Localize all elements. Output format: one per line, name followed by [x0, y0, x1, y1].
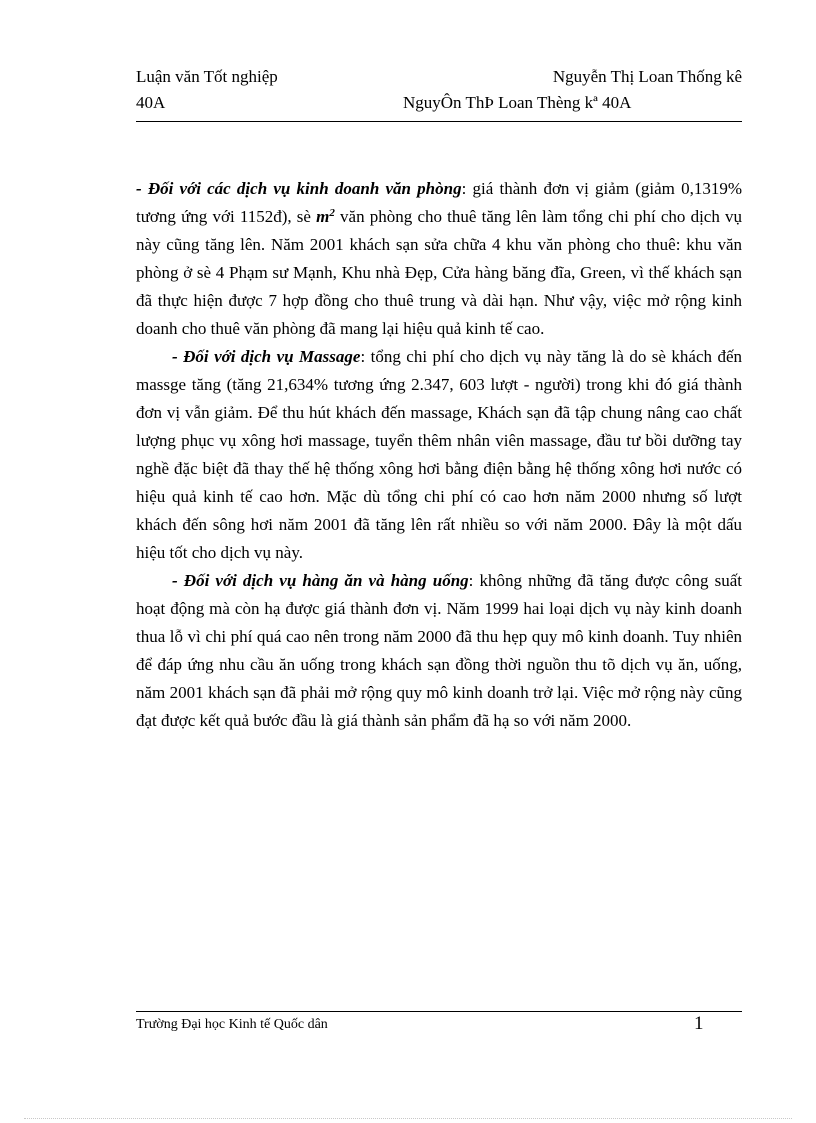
paragraph-text: : không những đã tăng được công suất hoạt động mà còn hạ được giá thành đơn vị. Năm 1999 hai loại dịch vụ này kinh doanh thua lỗ vì chi phí quá cao nên trong năm 2000 đã thu hẹp quy mô kinh doanh. Tuy nhiên để đáp ứng nhu cầu ăn uống trong khách sạn đồng thời nguồn thu tõ dịch vụ ăn, uống, năm 2001 khách sạn đã phải mở rộng quy mô kinh doanh trở lại. Việc mở rộng này cũng đạt được kết quả bước đầu là giá thành sản phẩm đã hạ so với năm 2000.: [136, 571, 742, 730]
header-row-2: [136, 90, 742, 116]
paragraph-massage-services: [136, 343, 742, 567]
unit-symbol: m: [316, 207, 330, 226]
paragraph-text: văn phòng cho thuê tăng lên làm tổng chi phí cho dịch vụ này cũng tăng lên. Năm 2001 khách sạn sửa chữa 4 khu văn phòng cho thuê: khu văn phòng ở sè 4 Phạm sư Mạnh, Khu nhà Đẹp, Cửa hàng băng đĩa, Green, vì thế khách sạn đã thực hiện được 7 hợp đồng cho thuê trung và dài hạn. Như vậy, việc mở rộng kinh doanh cho thuê văn phòng đã mang lại hiệu quả kinh tế cao.: [136, 207, 743, 338]
unit-square-meter: [316, 207, 335, 226]
paragraph-lead: - Đối với các dịch vụ kinh doanh văn phòng: [136, 179, 462, 198]
footer-divider: [136, 1011, 742, 1012]
page-number: 1: [694, 1013, 704, 1034]
body-text: [136, 175, 742, 735]
unit-exponent: 2: [329, 207, 335, 219]
header-thesis-title: Luận văn Tốt nghiệp: [136, 67, 278, 86]
paragraph-text: : giá thành đơn vị giảm (giảm 0,1319% tương ứng với 1152đ), sè: [136, 179, 742, 226]
page-bottom-edge: [24, 1118, 792, 1119]
header-author-legacy-encoding: NguyÔn ThÞ Loan Thèng kª 40A: [403, 93, 632, 112]
footer-school-name: Trường Đại học Kinh tế Quốc dân: [136, 1017, 328, 1032]
header-row-1: [136, 64, 742, 90]
paragraph-lead: - Đối với dịch vụ hàng ăn và hàng uống: [172, 571, 469, 590]
header-divider: [136, 121, 742, 122]
paragraph-text: : tổng chi phí cho dịch vụ này tăng là do sè khách đến massge tăng (tăng 21,634% tương ứng 2.347, 603 lượt - người) trong khi đó giá thành đơn vị vẫn giảm. Để thu hút khách đến massage, Khách sạn đã tập chung nâng cao chất lượng phục vụ xông hơi massage, tuyển thêm nhân viên massage, đầu tư bồi dưỡng tay nghề đặc biệt đã thay thế hệ thống xông hơi bằng điện bằng hệ thống xông hơi nước có hiệu quả kinh tế cao hơn. Mặc dù tổng chi phí có cao hơn năm 2000 nhưng số lượt khách đến sông hơi năm 2001 đã tăng lên rất nhiều so với năm 2000. Đây là một dấu hiệu tốt cho dịch vụ này.: [136, 347, 742, 562]
paragraph-office-services: [136, 175, 742, 343]
paragraph-food-beverage-services: [136, 567, 742, 735]
header-class: 40A: [136, 93, 166, 112]
page-header: [136, 64, 742, 116]
header-author: Nguyễn Thị Loan Thống kê: [552, 67, 742, 86]
paragraph-lead: - Đối với dịch vụ Massage: [172, 347, 361, 366]
